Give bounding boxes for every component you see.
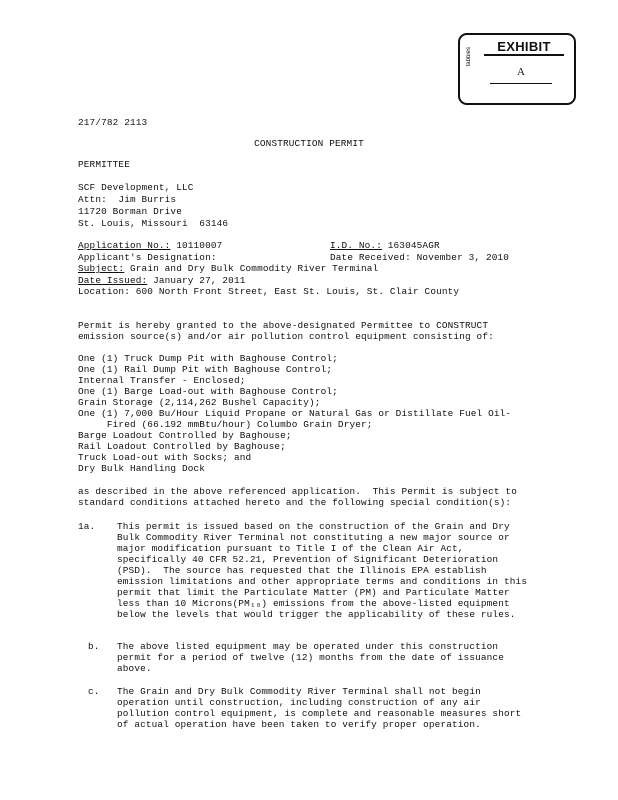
condition-line: permit for a period of twelve (12) months from the date of issuance bbox=[117, 652, 504, 663]
condition-line: specifically 40 CFR 52.21, Prevention of Significant Deterioration bbox=[117, 554, 499, 565]
condition-line: operation until construction, including construction of any air bbox=[117, 697, 481, 708]
date-issued bbox=[78, 275, 246, 286]
condition-line: (PSD). The source has requested that the Illinois EPA establish bbox=[117, 565, 487, 576]
condition-line: The above listed equipment may be operated under this construction bbox=[117, 641, 499, 652]
subject-label: Subject: bbox=[78, 263, 125, 274]
date-issued-value: January 27, 2011 bbox=[147, 275, 246, 286]
condition-label: b. bbox=[88, 641, 100, 652]
date-issued-label: Date Issued: bbox=[78, 275, 148, 286]
address-line: St. Louis, Missouri 63146 bbox=[78, 218, 229, 229]
equipment-item: Fired (66.192 mmBtu/hour) Columbo Grain Dryer; bbox=[78, 419, 373, 430]
equipment-item: Dry Bulk Handling Dock bbox=[78, 463, 206, 474]
condition-line: The Grain and Dry Bulk Commodity River Terminal shall not begin bbox=[117, 686, 481, 697]
phone-number: 217/782 2113 bbox=[78, 117, 148, 128]
condition-line: This permit is issued based on the construction of the Grain and Dry bbox=[117, 521, 510, 532]
condition-line: above. bbox=[117, 663, 152, 674]
intro-line: emission source(s) and/or air pollution control equipment consisting of: bbox=[78, 331, 494, 342]
equipment-item: One (1) Truck Dump Pit with Baghouse Control; bbox=[78, 353, 338, 364]
condition-label: c. bbox=[88, 686, 100, 697]
document-title: CONSTRUCTION PERMIT bbox=[254, 138, 364, 149]
condition-label: 1a. bbox=[78, 521, 96, 532]
equipment-item: One (1) Rail Dump Pit with Baghouse Control; bbox=[78, 364, 333, 375]
equipment-item: Truck Load-out with Socks; and bbox=[78, 452, 252, 463]
equipment-item: Internal Transfer - Enclosed; bbox=[78, 375, 246, 386]
subject bbox=[78, 263, 378, 274]
condition-line: of actual operation have been taken to verify proper operation. bbox=[117, 719, 481, 730]
id-number-value: 163045AGR bbox=[381, 240, 440, 251]
address-line: SCF Development, LLC bbox=[78, 182, 194, 193]
date-received: Date Received: November 3, 2010 bbox=[330, 252, 510, 263]
application-number-label: Application No.: bbox=[78, 240, 171, 251]
equipment-item: Rail Loadout Controlled by Baghouse; bbox=[78, 441, 286, 452]
id-number-label: I.D. No.: bbox=[330, 240, 382, 251]
applicant-designation: Applicant's Designation: bbox=[78, 252, 217, 263]
equipment-item: Grain Storage (2,114,262 Bushel Capacity); bbox=[78, 397, 321, 408]
condition-line: pollution control equipment, is complete and reasonable measures short bbox=[117, 708, 522, 719]
intro-line: Permit is hereby granted to the above-designated Permittee to CONSTRUCT bbox=[78, 320, 489, 331]
condition-line: major modification pursuant to Title I of the Clean Air Act, bbox=[117, 543, 464, 554]
conditions-intro-line: as described in the above referenced application. This Permit is subject to bbox=[78, 486, 517, 497]
exhibit-logo: tabbies bbox=[466, 47, 472, 67]
exhibit-letter: A bbox=[517, 66, 525, 78]
condition-line: less than 10 Microns(PM₁₀) emissions from the above-listed equipment bbox=[117, 598, 510, 609]
conditions-intro-line: standard conditions attached hereto and the following special condition(s): bbox=[78, 497, 512, 508]
exhibit-sticker bbox=[458, 33, 576, 105]
application-number-value: 10110007 bbox=[170, 240, 223, 251]
condition-line: Bulk Commodity River Terminal not constituting a new major source or bbox=[117, 532, 510, 543]
condition-line: permit that limit the Particulate Matter (PM) and Particulate Matter bbox=[117, 587, 510, 598]
application-number bbox=[78, 240, 222, 251]
equipment-item: One (1) Barge Load-out with Baghouse Control; bbox=[78, 386, 338, 397]
equipment-item: One (1) 7,000 Bu/Hour Liquid Propane or Natural Gas or Distillate Fuel Oil- bbox=[78, 408, 512, 419]
address-line: 11720 Borman Drive bbox=[78, 206, 182, 217]
exhibit-title: EXHIBIT bbox=[484, 39, 564, 56]
permittee-label: PERMITTEE bbox=[78, 159, 130, 170]
exhibit-signature-line bbox=[490, 83, 552, 84]
id-number bbox=[330, 240, 440, 251]
condition-line: emission limitations and other appropriate terms and conditions in this bbox=[117, 576, 528, 587]
location: Location: 600 North Front Street, East St. Louis, St. Clair County bbox=[78, 286, 460, 297]
equipment-item: Barge Loadout Controlled by Baghouse; bbox=[78, 430, 292, 441]
address-line: Attn: Jim Burris bbox=[78, 194, 177, 205]
condition-line: below the levels that would trigger the applicability of these rules. bbox=[117, 609, 516, 620]
subject-value: Grain and Dry Bulk Commodity River Terminal bbox=[124, 263, 379, 274]
